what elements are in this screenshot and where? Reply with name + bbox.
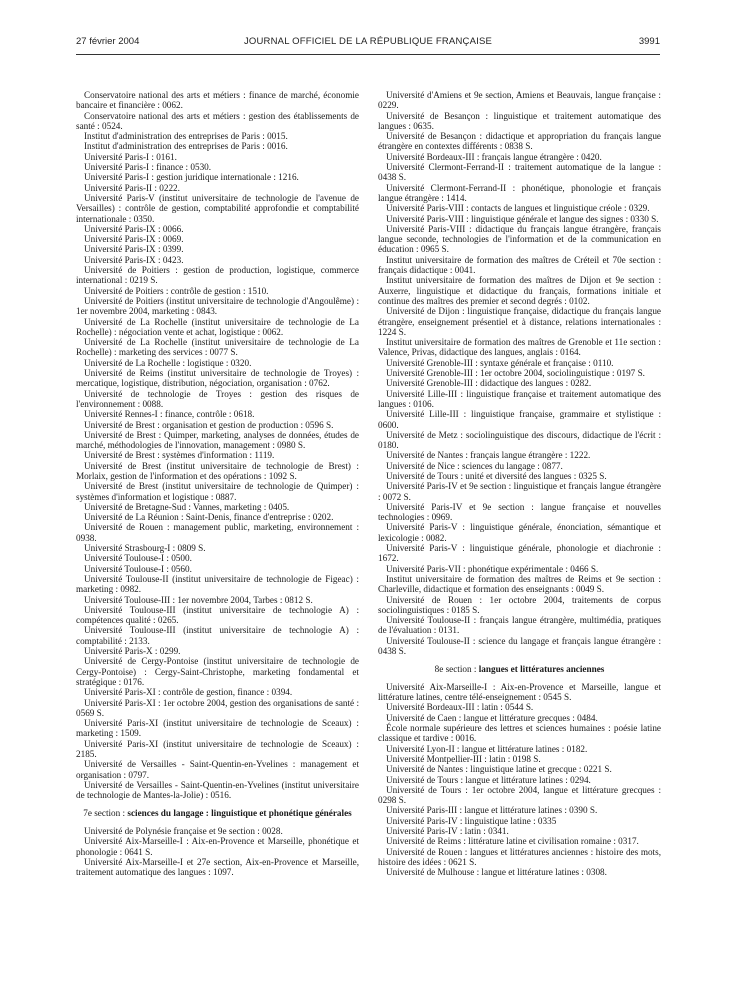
list-entry: Université Toulouse-II (institut universitaire de technologie de Figeac) : marketing : 0982. (76, 573, 359, 595)
issue-date: 27 février 2004 (76, 36, 140, 47)
list-entry: Université Paris-II : 0222. (84, 182, 180, 193)
list-entry: Université de Nice : sciences du langage : 0877. (386, 460, 563, 471)
list-entry: Université de La Rochelle : logistique : 0320. (84, 357, 252, 368)
list-entry: Université Paris-IV : latin : 0341. (386, 825, 509, 836)
list-entry: Institut universitaire de formation des maîtres de Reims et 9e section : Charleville, didactique et formation des enseignants : 0049 S. (378, 573, 661, 595)
page-header (76, 36, 660, 50)
section-title: sciences du langage : linguistique et phonétique générales (127, 808, 352, 819)
list-entry: Université Paris-VII : phonétique expérimentale : 0466 S. (386, 563, 599, 574)
list-entry: Institut d'administration des entreprises de Paris : 0015. (84, 131, 288, 142)
list-entry: Université de Cergy-Pontoise (institut universitaire de technologie de Cergy-Pontoise) : Cergy-Saint-Christophe, marketing fondamental et stratégique : 0176. (76, 656, 359, 687)
journal-title: JOURNAL OFFICIEL DE LA RÉPUBLIQUE FRANÇAISE (243, 36, 493, 47)
list-entry: Université Paris-IV : linguistique latine : 0335 (386, 815, 557, 826)
right-section8-entries (378, 682, 661, 878)
list-entry: Université de Dijon : linguistique française, didactique du français langue étrangère, enseignement présentiel et à distance, relations internationales : 1224 S. (378, 306, 661, 337)
left-section7-entries (76, 826, 359, 877)
list-entry: Université Paris-III : langue et littérature latines : 0390 S. (386, 805, 598, 816)
list-entry: Université Aix-Marseille-I : Aix-en-Provence et Marseille, langue et littérature latines, centre télé-enseignement : 0545 S. (378, 681, 661, 703)
list-entry: Université Toulouse-III (institut universitaire de technologie A) : comptabilité : 2133. (76, 625, 359, 646)
list-entry: École normale supérieure des lettres et sciences humaines : poésie latine classique et tardive : 0016. (378, 723, 661, 744)
list-entry: Université de Bretagne-Sud : Vannes, marketing : 0405. (84, 501, 290, 512)
list-entry: Université de Metz : sociolinguistique des discours, didactique de l'écrit : 0180. (378, 429, 661, 451)
list-entry: Université Lille-III : linguistique française, grammaire et stylistique : 0600. (378, 409, 661, 430)
list-entry: Université Paris-VIII : didactique du français langue étrangère, français langue seconde, technologies de l'information et de la communication en éducation : 0965 S. (378, 223, 661, 255)
list-entry: Université Strasbourg-I : 0809 S. (84, 543, 206, 554)
list-entry: Université Paris-V : linguistique générale, énonciation, sémantique et lexicologie : 0082. (378, 522, 661, 543)
list-entry: Université de Poitiers (institut universitaire de technologie d'Angoulême) : 1er novembre 2004, marketing : 0843. (76, 295, 359, 317)
list-entry: Université Bordeaux-III : français langue étrangère : 0420. (386, 151, 602, 162)
list-entry: Université d'Amiens et 9e section, Amiens et Beauvais, langue française : 0229. (378, 90, 661, 111)
list-entry: Université de Brest (institut universitaire de technologie de Quimper) : systèmes d'information et logistique : 0887. (76, 481, 359, 502)
list-entry: Université Paris-I : 0161. (84, 151, 177, 162)
list-entry: Université Paris-I : gestion juridique internationale : 1216. (84, 172, 299, 183)
list-entry: Université Paris-IX : 0399. (84, 244, 184, 255)
list-entry: Université de Poitiers : contrôle de gestion : 1510. (84, 285, 269, 296)
list-entry: Université de Caen : langue et littérature grecques : 0484. (386, 712, 598, 723)
list-entry: Institut universitaire de formation des maîtres de Grenoble et 11e section : Valence, Privas, didactique des langues, anglais : 0164. (378, 337, 661, 358)
list-entry: Institut universitaire de formation des maîtres de Dijon et 9e section : Auxerre, linguistique et didactique du français, formations initiale et continue des maîtres des premier et second degrés : 0102. (378, 275, 661, 306)
section-number: 8e section : (434, 664, 477, 675)
list-entry: Université de Brest : Quimper, marketing, analyses de données, études de marché, méthodologies de l'innovation, management : 0980 S. (76, 429, 359, 451)
list-entry: Université de Besançon : linguistique et traitement automatique des langues : 0635. (378, 110, 661, 131)
list-entry: Université de Nantes : linguistique latine et grecque : 0221 S. (386, 764, 612, 775)
list-entry: Université Paris-V : linguistique générale, phonologie et diachronie : 1672. (378, 543, 661, 564)
list-entry: Université Paris-I : finance : 0530. (84, 162, 212, 173)
list-entry: Université Montpellier-III : latin : 0198 S. (386, 753, 541, 764)
list-entry: Université Paris-VIII : contacts de langues et linguistique créole : 0329. (386, 203, 650, 214)
list-entry: Université de Besançon : didactique et appropriation du français langue étrangère en contextes différents : 0838 S. (378, 131, 661, 152)
list-entry: Université de Tours : unité et diversité des langues : 0325 S. (386, 470, 607, 481)
list-entry: Université Clermont-Ferrand-II : traitement automatique de la langue : 0438 S. (378, 162, 661, 183)
right-entries (378, 90, 661, 656)
list-entry: Université Lille-III : linguistique française et traitement automatique des langues : 0106. (378, 388, 661, 409)
list-entry: Université Grenoble-III : didactique des langues : 0282. (386, 378, 592, 389)
list-entry: Université Paris-X : 0299. (84, 646, 181, 657)
list-entry: Université de Rouen : management public, marketing, environnement : 0938. (76, 522, 359, 543)
list-entry: Université de technologie de Troyes : gestion des risques de l'environnement : 0088. (76, 388, 359, 409)
list-entry: Conservatoire national des arts et métiers : gestion des établissements de santé : 0524. (76, 110, 359, 131)
list-entry: Université Aix-Marseille-I et 27e section, Aix-en-Provence et Marseille, traitement automatique des langues : 1097. (76, 856, 359, 878)
left-column (76, 90, 359, 877)
section-heading-7 (76, 808, 359, 819)
list-entry: Université de Mulhouse : langue et littérature latines : 0308. (386, 867, 607, 878)
list-entry: Université de La Rochelle (institut universitaire de technologie de La Rochelle) : négociation vente et achat, logistique : 0062. (76, 316, 359, 337)
list-entry: Université de Polynésie française et 9e section : 0028. (84, 825, 283, 836)
list-entry: Université de Rouen : 1er octobre 2004, traitements de corpus sociolinguistiques : 0185 S. (378, 594, 661, 615)
list-entry: Université Grenoble-III : 1er octobre 2004, sociolinguistique : 0197 S. (386, 368, 645, 379)
list-entry: Université Toulouse-III (institut universitaire de technologie A) : compétences qualité : 0265. (76, 604, 359, 626)
list-entry: Université Lyon-II : langue et littérature latines : 0182. (386, 743, 588, 754)
page-number: 3991 (638, 36, 660, 47)
list-entry: Université Clermont-Ferrand-II : phonétique, phonologie et français langue étrangère : 1414. (378, 182, 661, 203)
list-entry: Conservatoire national des arts et métiers : finance de marché, économie bancaire et financière : 0062. (76, 90, 359, 111)
list-entry: Université Paris-XI (institut universitaire de technologie de Sceaux) : 2185. (76, 738, 359, 759)
right-column (378, 90, 661, 877)
list-entry: Université Grenoble-III : syntaxe générale et française : 0110. (386, 357, 614, 368)
list-entry: Université de Versailles - Saint-Quentin-en-Yvelines : management et organisation : 0797. (76, 759, 359, 780)
list-entry: Université Toulouse-II : français langue étrangère, multimédia, pratiques de l'évaluation : 0131. (378, 615, 661, 636)
left-entries (76, 90, 359, 800)
list-entry: Université Paris-IX : 0423. (84, 254, 184, 265)
list-entry: Université Toulouse-I : 0500. (84, 553, 192, 564)
list-entry: Université de La Réunion : Saint-Denis, finance d'entreprise : 0202. (84, 512, 334, 523)
list-entry: Université de Rouen : langues et littératures anciennes : histoire des mots, histoire des idées : 0621 S. (378, 846, 661, 867)
list-entry: Université Paris-XI : contrôle de gestion, finance : 0394. (84, 687, 293, 698)
list-entry: Université de Brest (institut universitaire de technologie de Brest) : Morlaix, gestion de l'information et des opérations : 1092 S. (76, 460, 359, 481)
list-entry: Université de Brest : organisation et gestion de production : 0596 S. (84, 419, 334, 430)
list-entry: Université de Brest : systèmes d'information : 1119. (84, 450, 275, 461)
list-entry: Université Paris-V (institut universitaire de technologie de l'avenue de Versailles) : contrôle de gestion, comptabilité approfondie et comptabilité internationale : 0350. (76, 192, 359, 224)
list-entry: Université Bordeaux-III : latin : 0544 S. (386, 702, 534, 713)
list-entry: Université de Tours : langue et littérature latines : 0294. (386, 774, 591, 785)
list-entry: Université Toulouse-II : science du langage et français langue étrangère : 0438 S. (378, 635, 661, 657)
section-heading-8 (378, 664, 661, 675)
list-entry: Université Toulouse-III : 1er novembre 2004, Tarbes : 0812 S. (84, 594, 313, 605)
header-rule (76, 54, 660, 55)
list-entry: Institut universitaire de formation des maîtres de Créteil et 70e section : français didactique : 0041. (378, 254, 661, 276)
list-entry: Université Paris-VIII : linguistique générale et langue des signes : 0330 S. (386, 213, 659, 224)
section-title: langues et littératures anciennes (478, 664, 605, 675)
list-entry: Université de Nantes : français langue étrangère : 1222. (386, 450, 591, 461)
list-entry: Université Paris-XI (institut universitaire de technologie de Sceaux) : marketing : 1509. (76, 718, 359, 739)
list-entry: Université Paris-IX : 0069. (84, 234, 184, 245)
list-entry: Université de Versailles - Saint-Quentin-en-Yvelines (institut universitaire de technologie de Mantes-la-Jolie) : 0516. (76, 779, 359, 801)
list-entry: Université de Tours : 1er octobre 2004, langue et littérature grecques : 0298 S. (378, 784, 661, 806)
list-entry: Université de Reims : littérature latine et civilisation romaine : 0317. (386, 836, 639, 847)
section-number: 7e section : (83, 808, 126, 819)
list-entry: Université Paris-IV et 9e section : langue française et nouvelles technologies : 0969. (378, 501, 661, 523)
list-entry: Institut d'administration des entreprises de Paris : 0016. (84, 141, 288, 152)
list-entry: Université Paris-IV et 9e section : linguistique et français langue étrangère : 0072 S. (378, 481, 661, 502)
list-entry: Université Aix-Marseille-I : Aix-en-Provence et Marseille, phonétique et phonologie : 0641 S. (76, 836, 359, 857)
list-entry: Université Toulouse-I : 0560. (84, 563, 192, 574)
list-entry: Université de Reims (institut universitaire de technologie de Troyes) : mercatique, logistique, distribution, négociation, organisation : 0762. (76, 368, 359, 389)
list-entry: Université de Poitiers : gestion de production, logistique, commerce international : 0219 S. (76, 265, 359, 286)
list-entry: Université Rennes-I : finance, contrôle : 0618. (84, 409, 255, 420)
list-entry: Université Paris-IX : 0066. (84, 223, 184, 234)
list-entry: Université Paris-XI : 1er octobre 2004, gestion des organisations de santé : 0569 S. (76, 697, 359, 718)
list-entry: Université de La Rochelle (institut universitaire de technologie de La Rochelle) : marketing des services : 0077 S. (76, 337, 359, 358)
